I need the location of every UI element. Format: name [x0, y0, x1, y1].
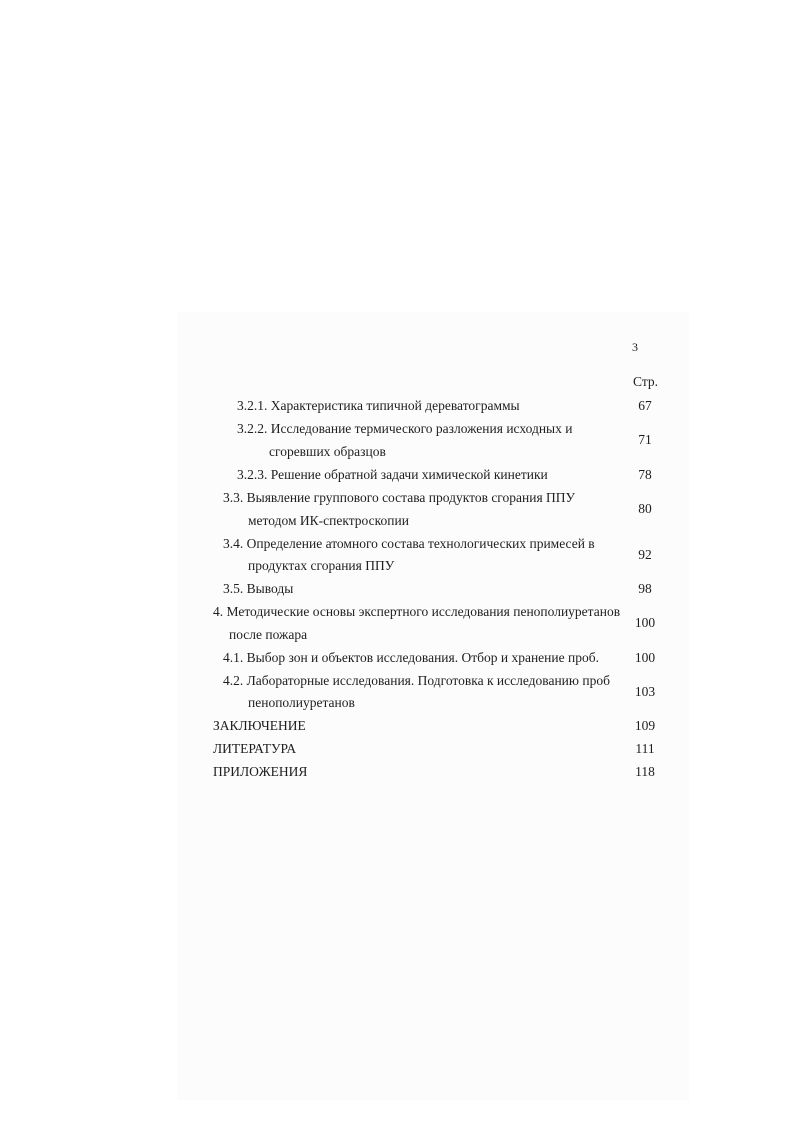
toc-entry-title: 4.2. Лабораторные исследования. Подготовка к исследованию проб: [223, 673, 610, 688]
toc-entry-title: ЛИТЕРАТУРА: [213, 741, 297, 756]
toc-entry-page: 80: [638, 501, 652, 516]
toc-entry-page: 92: [638, 547, 652, 562]
toc-entry-title: 3.2.1. Характеристика типичной дереватограммы: [237, 398, 520, 413]
toc-entry-page: 71: [638, 432, 652, 447]
toc-entry-title: ЗАКЛЮЧЕНИЕ: [213, 718, 306, 733]
toc-entry-page: 103: [634, 684, 656, 699]
toc-entry-page: 118: [635, 764, 655, 779]
toc-entry-page: 111: [635, 741, 655, 756]
toc-entry-title-continued: сгоревших образцов: [269, 444, 386, 459]
toc-entry-title: 3.2.2. Исследование термического разложения исходных и: [237, 421, 573, 436]
toc-entry-title-continued: после пожара: [229, 627, 308, 642]
toc-entry-page: 100: [634, 650, 656, 665]
toc-entry-title: 4.1. Выбор зон и объектов исследования. Отбор и хранение проб.: [223, 650, 599, 665]
toc-entry-title-continued: продуктах сгорания ППУ: [248, 558, 395, 573]
toc-entry-title: ПРИЛОЖЕНИЯ: [213, 764, 308, 779]
toc-entry-page: 100: [634, 615, 656, 630]
toc-entry-page: 98: [638, 581, 652, 596]
page-column-header: Стр.: [633, 374, 659, 389]
toc-entry-title: 3.5. Выводы: [223, 581, 294, 596]
toc-entry-title: 3.3. Выявление группового состава продуктов сгорания ППУ: [223, 490, 576, 505]
page-number: 3: [632, 340, 638, 354]
toc-entry-page: 109: [634, 718, 656, 733]
toc-entry-title-continued: методом ИК-спектроскопии: [248, 513, 409, 528]
toc-entry-title-continued: пенополиуретанов: [248, 695, 355, 710]
toc-entry-title: 4. Методические основы экспертного исследования пенополиуретанов: [213, 604, 621, 619]
toc-entry-page: 78: [638, 467, 652, 482]
toc-entry-page: 67: [638, 398, 652, 413]
toc-entry-title: 3.4. Определение атомного состава технологических примесей в: [223, 536, 595, 551]
toc-entry-title: 3.2.3. Решение обратной задачи химической кинетики: [237, 467, 548, 482]
